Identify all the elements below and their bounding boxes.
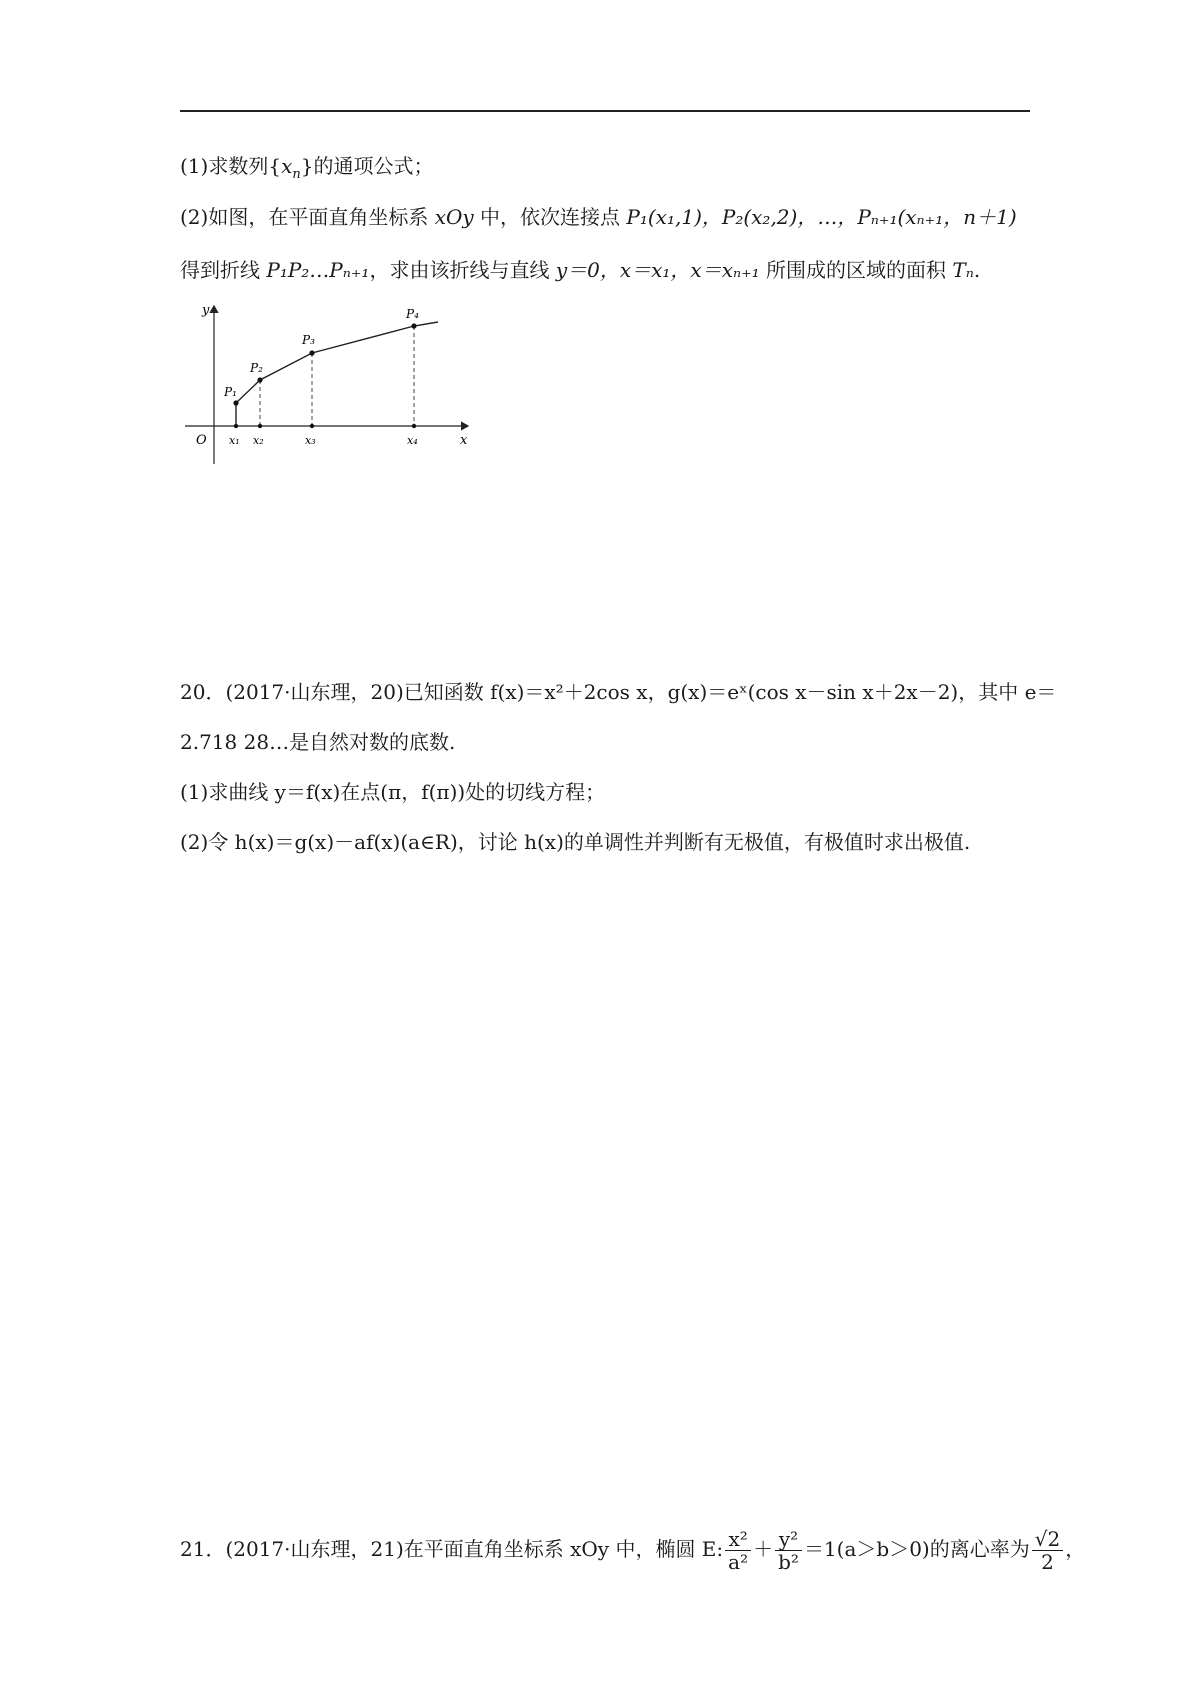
label-x4: x₄: [407, 434, 418, 447]
q19-part2-line1: (2)如图，在平面直角坐标系 xOy 中，依次连接点 P₁(x₁,1)，P₂(x₂,2)，…，Pₙ₊₁(xₙ₊₁，n＋1): [180, 205, 1017, 229]
point-p2: [257, 377, 262, 382]
label-p4: P₄: [406, 307, 419, 321]
tick-x1: [234, 424, 238, 428]
fraction-sqrt2-2: $\frac{√2}{2}$: [1032, 1528, 1063, 1573]
tick-x2: [258, 424, 262, 428]
label-x3: x₃: [305, 434, 316, 447]
y-axis-label: y: [202, 303, 210, 318]
q20-part2: (2)令 h(x)＝g(x)－af(x)(a∈R)，讨论 h(x)的单调性并判断有无极值，有极值时求出极值.: [180, 830, 971, 854]
point-p3: [309, 350, 314, 355]
tick-x3: [310, 424, 314, 428]
point-p1: [233, 400, 238, 405]
fraction-y2-b2: $\frac{\text{y²}}{\text{b²}}$: [775, 1528, 802, 1573]
origin-label: O: [196, 433, 207, 448]
header-rule: [180, 110, 1030, 112]
q20-line2: 2.718 28…是自然对数的底数.: [180, 730, 456, 754]
label-p1: P₁: [224, 385, 237, 399]
q19-part1: (1)求数列$\{x_n\}$的通项公式；: [180, 154, 434, 182]
polyline-p1-p4: [236, 322, 438, 403]
label-p2: P₂: [250, 361, 263, 375]
x-axis-label: x: [460, 433, 468, 448]
q21-line1: 21．(2017·山东理，21)在平面直角坐标系 xOy 中，椭圆 E: $\frac{\text{x²}}{\text{a²}}$ ＋ $\frac{\text{y²}}{\text{b²}}$ ＝1(a＞b＞0)的离心率为 $\frac{√2}{2}$ ，: [180, 1527, 1086, 1574]
label-p3: P₃: [302, 333, 315, 347]
polyline-figure: [180, 298, 480, 468]
tick-x4: [412, 424, 416, 428]
point-p4: [411, 323, 416, 328]
q20-line1: 20．(2017·山东理，20)已知函数 f(x)＝x²＋2cos x，g(x)＝eˣ(cos x－sin x＋2x－2)，其中 e＝: [180, 680, 1057, 704]
q19-part2-line2: 得到折线 P₁P₂…Pₙ₊₁，求由该折线与直线 y＝0，x＝x₁，x＝xₙ₊₁ 所围成的区域的面积 Tₙ.: [180, 258, 981, 282]
q20-part1: (1)求曲线 y＝f(x)在点(π，f(π))处的切线方程；: [180, 780, 606, 804]
label-x2: x₂: [253, 434, 264, 447]
label-x1: x₁: [229, 434, 240, 447]
fraction-x2-a2: $\frac{\text{x²}}{\text{a²}}$: [725, 1528, 751, 1573]
